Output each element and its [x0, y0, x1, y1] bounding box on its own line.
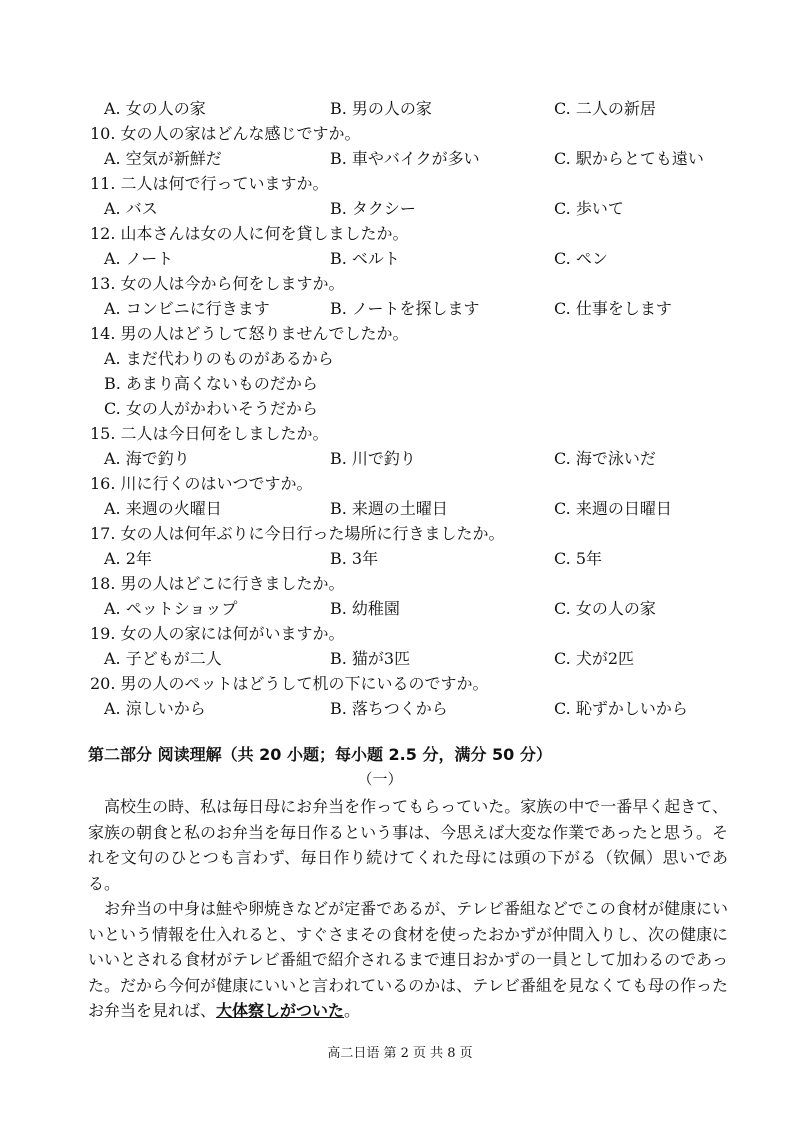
question-text: 13. 女の人は今から何をしますか。 [90, 274, 345, 293]
answer-options-row [88, 596, 728, 621]
paragraph-2-end: 。 [344, 1001, 361, 1020]
answer-option-b: B. タクシー [330, 199, 416, 218]
question-text: 12. 山本さんは女の人に何を貸しましたか。 [90, 224, 409, 243]
answer-options-row [88, 246, 728, 271]
question-text: 19. 女の人の家には何がいますか。 [90, 624, 345, 643]
answer-option: C. 女の人がかわいそうだから [104, 399, 318, 418]
answer-option-b: B. 来週の土曜日 [330, 499, 448, 518]
answer-options-row [88, 646, 728, 671]
passage-number: （一） [357, 770, 403, 788]
answer-option-b: B. ベルト [330, 249, 400, 268]
answer-options-row [88, 696, 728, 721]
answer-option-c: C. 仕事をします [554, 299, 672, 318]
answer-option-b: B. 幼稚園 [330, 599, 400, 618]
answer-options-row [88, 446, 728, 471]
answer-option-c: C. 犬が2匹 [554, 649, 635, 668]
answer-option-b: B. ノートを探します [330, 299, 480, 318]
answer-option-a: A. 来週の火曜日 [104, 499, 222, 518]
question-text: 15. 二人は今日何をしましたか。 [90, 424, 329, 443]
answer-option: A. まだ代わりのものがあるから [104, 349, 334, 368]
answer-options-row [88, 146, 728, 171]
answer-option-a: A. ペットショップ [104, 599, 238, 618]
answer-option-c: C. 駅からとても遠い [554, 149, 704, 168]
answer-option-a: A. バス [104, 199, 158, 218]
answer-option-b: B. 落ちつくから [330, 699, 448, 718]
answer-options-row [88, 196, 728, 221]
answer-option-b: B. 男の人の家 [330, 99, 432, 118]
answer-option-c: C. ペン [554, 249, 608, 268]
section-title: 第二部分 阅读理解（共 20 小题；每小题 2.5 分，满分 50 分） [88, 745, 552, 764]
answer-option-c: C. 歩いて [554, 199, 624, 218]
answer-option-c: C. 来週の日曜日 [554, 499, 672, 518]
question-text: 10. 女の人の家はどんな感じですか。 [90, 124, 361, 143]
passage-paragraph-2 [88, 896, 728, 1024]
question-text: 11. 二人は何で行っていますか。 [90, 174, 329, 193]
answer-option-a: A. 子どもが二人 [104, 649, 222, 668]
answer-options-row [88, 546, 728, 571]
answer-options-row [88, 96, 728, 121]
reading-passage [88, 794, 728, 1024]
question-text: 16. 川に行くのはいつですか。 [90, 474, 313, 493]
answer-option-b: B. 猫が3匹 [330, 649, 411, 668]
question-text: 17. 女の人は何年ぶりに今日行った場所に行きましたか。 [90, 524, 505, 543]
answer-option-a: A. 海で釣り [104, 449, 190, 468]
answer-option-a: A. コンビニに行きます [104, 299, 270, 318]
answer-option-a: A. 涼しいから [104, 699, 206, 718]
answer-option-a: A. 2年 [104, 549, 152, 568]
answer-option: B. あまり高くないものだから [104, 374, 318, 393]
answer-options-row [88, 296, 728, 321]
answer-option-a: A. ノート [104, 249, 174, 268]
question-text: 14. 男の人はどうして怒りませんでしたか。 [90, 324, 409, 343]
page-footer: 高二日语 第 2 页 共 8 页 [327, 1046, 473, 1061]
answer-option-b: B. 車やバイクが多い [330, 149, 480, 168]
answer-option-c: C. 恥ずかしいから [554, 699, 688, 718]
passage-paragraph-1: 高校生の時、私は毎日母にお弁当を作ってもらっていた。家族の中で一番早く起きて、家族の朝食と私のお弁当を毎日作るという事は、今思えば大変な作業であったと思う。それを文句のひとつも言わず、毎日作り続けてくれた母には頭の下がる（钦佩）思いである。 [88, 797, 728, 893]
answer-option-c: C. 海で泳いだ [554, 449, 656, 468]
answer-option-c: C. 女の人の家 [554, 599, 656, 618]
answer-option-c: C. 5年 [554, 549, 603, 568]
underlined-phrase: 大体察しがついた [216, 1001, 345, 1020]
paragraph-2-text: お弁当の中身は鮭や卵焼きなどが定番であるが、テレビ番組などでこの食材が健康にいいという情報を仕入れると、すぐさまその食材を使ったおかずが仲間入りし、次の健康にいいとされる食材がテレビ番組で紹介されるまで連日おかずの一員として加わるのであった。だから今何が健康にいいと言われているのかは、テレビ番組を見なくても母の作ったお弁当を見れば、 [88, 899, 729, 1020]
answer-option-a: A. 女の人の家 [104, 99, 206, 118]
answer-option-a: A. 空気が新鮮だ [104, 149, 222, 168]
question-text: 20. 男の人のペットはどうして机の下にいるのですか。 [90, 674, 489, 693]
answer-option-b: B. 川で釣り [330, 449, 416, 468]
answer-option-b: B. 3年 [330, 549, 379, 568]
answer-option-c: C. 二人の新居 [554, 99, 656, 118]
question-text: 18. 男の人はどこに行きましたか。 [90, 574, 345, 593]
answer-options-row [88, 496, 728, 521]
listening-questions [88, 96, 728, 721]
